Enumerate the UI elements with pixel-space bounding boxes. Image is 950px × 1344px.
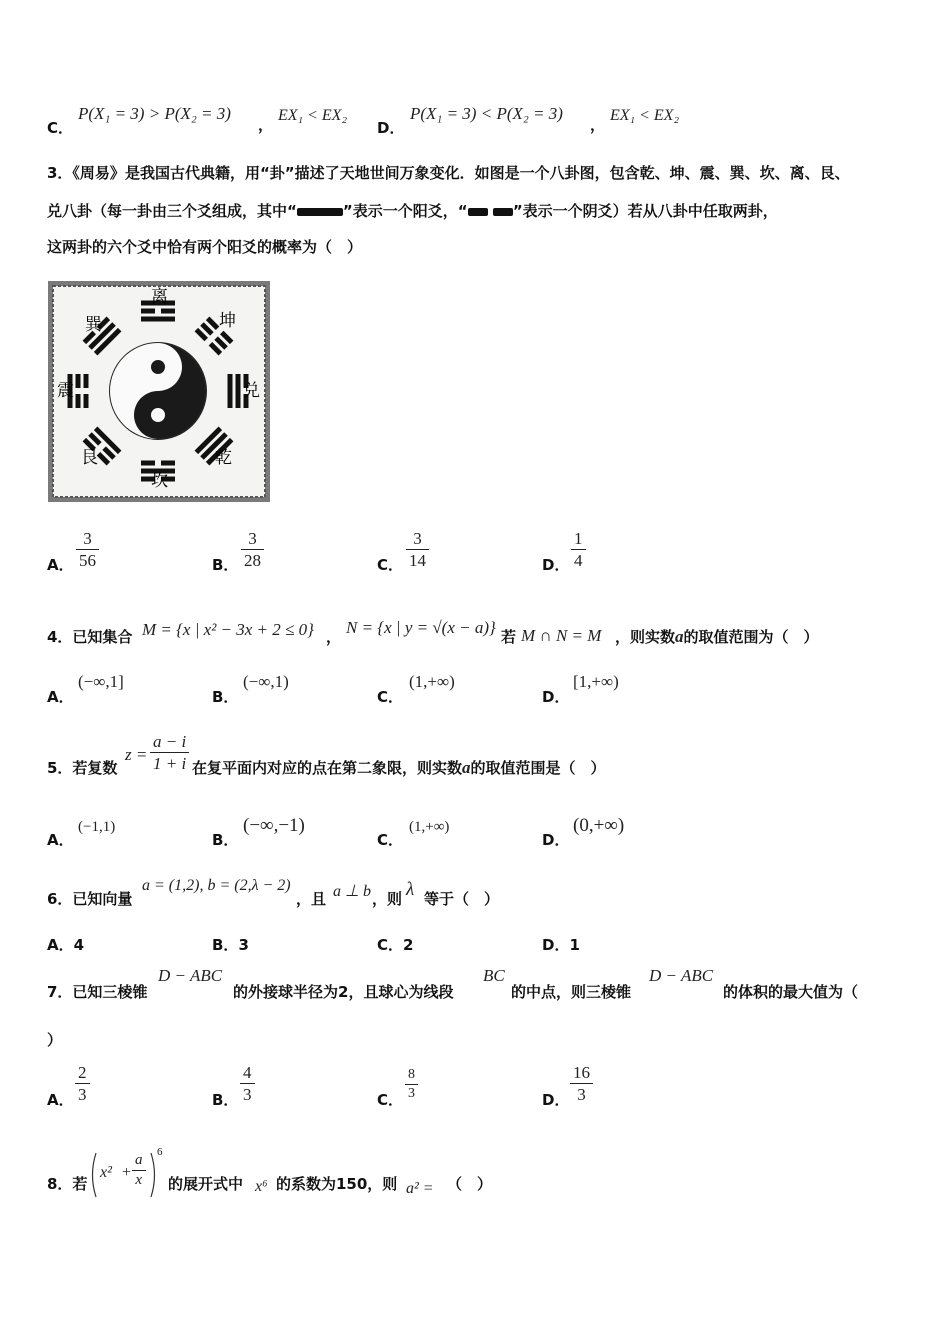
option-value: (−∞,1)	[243, 672, 289, 691]
option-value: (−∞,−1)	[243, 815, 305, 836]
option-label: D．	[542, 688, 570, 706]
option-label: D．	[377, 119, 405, 137]
trigram-label: 艮	[81, 448, 98, 468]
punctuation: ，	[590, 116, 606, 134]
fraction: 8 3	[405, 1066, 418, 1103]
option-label: A．	[47, 831, 74, 849]
option-value: (−1,1)	[78, 819, 116, 835]
fraction: 3 56	[76, 529, 99, 572]
option-value: (0,+∞)	[573, 815, 625, 836]
option-label: B．	[212, 688, 239, 706]
fraction: 1 4	[571, 529, 586, 572]
math-expression: BC	[483, 966, 505, 985]
question-text: ，则实数a的取值范围为（ ）	[615, 627, 819, 646]
trigram-label: 震	[57, 381, 74, 401]
bagua-figure	[47, 280, 271, 503]
option-label: C．	[47, 119, 74, 137]
option-value: (1,+∞)	[409, 672, 455, 691]
math-expression: D − ABC	[158, 966, 223, 985]
option-label: D．	[542, 556, 570, 574]
fraction: a x	[132, 1151, 146, 1190]
option-label: C．	[377, 556, 404, 574]
question-text: 3．《周易》是我国古代典籍，用“卦”描述了天地世间万象变化．如图是一个八卦图，包含乾、坤、震、巽、坎、离、艮、	[47, 164, 850, 182]
math-expression: EX₁ < EX₂	[610, 107, 680, 124]
option-label: B．	[212, 556, 239, 574]
question-text: 4．已知集合	[47, 628, 133, 646]
option-label: A．	[47, 1091, 74, 1109]
option-label: C．	[377, 1091, 404, 1109]
option-label: C．2	[377, 936, 414, 954]
punctuation: ，	[258, 116, 274, 134]
yang-line-icon	[297, 208, 343, 216]
math-expression: P(X₁ = 3) < P(X₂ = 3)	[410, 104, 563, 123]
math-expression: M ∩ N = M	[521, 626, 602, 645]
option-value: (1,+∞)	[409, 819, 450, 835]
fraction: 3 14	[406, 529, 429, 572]
option-label: A．	[47, 688, 74, 706]
option-label: C．	[377, 831, 404, 849]
trigram-label: 兑	[243, 381, 260, 401]
math-term: a² =	[406, 1180, 434, 1197]
math-expression: P(X₁ = 3) > P(X₂ = 3)	[78, 104, 231, 123]
exponent: 6	[157, 1146, 163, 1158]
fraction: a − i 1 + i	[150, 732, 189, 775]
bagua-diagram	[47, 280, 271, 503]
binomial-expression	[88, 1150, 160, 1200]
trigram-label: 离	[151, 287, 168, 307]
fraction: 4 3	[240, 1063, 255, 1106]
option-label: B．	[212, 831, 239, 849]
fraction: 3 28	[241, 529, 264, 572]
question-text: 6．已知向量	[47, 890, 133, 908]
question-text: ，则	[372, 890, 403, 908]
math-expression: a ⊥ b	[333, 883, 371, 900]
trigram-label: 巽	[85, 315, 102, 335]
option-label: D．	[542, 1091, 570, 1109]
option-label: D．1	[542, 936, 580, 954]
question-text: ，且	[296, 890, 327, 908]
math-expression: M = {x | x² − 3x + 2 ≤ 0}	[142, 620, 314, 639]
fraction: 16 3	[570, 1063, 593, 1106]
math-expression: N = {x | y = √(x − a)}	[346, 618, 496, 637]
option-label: A．	[47, 556, 74, 574]
option-label: B．3	[212, 936, 249, 954]
option-label: D．	[542, 831, 570, 849]
math-expression: z =	[125, 745, 148, 764]
trigram-label: 坎	[151, 471, 168, 491]
question-text: 的展开式中	[168, 1175, 244, 1193]
math-expression: EX₁ < EX₂	[278, 107, 348, 124]
question-text: 这两卦的六个爻中恰有两个阳爻的概率为（ ）	[47, 238, 363, 256]
question-text: 5．若复数	[47, 759, 118, 777]
fraction: 2 3	[75, 1063, 90, 1106]
question-text: （ ）	[447, 1175, 493, 1193]
question-text: 7．已知三棱锥	[47, 983, 148, 1001]
math-term: x²	[100, 1164, 112, 1181]
option-label: C．	[377, 688, 404, 706]
trigram-label: 乾	[215, 448, 232, 468]
punctuation: ，	[326, 628, 342, 646]
question-text: 等于（ ）	[424, 890, 500, 908]
yin-line-icon	[468, 202, 513, 220]
math-term: x⁶	[255, 1178, 268, 1195]
question-text: ）	[47, 1031, 63, 1049]
question-text: 的系数为150，则	[276, 1175, 398, 1193]
question-text: 的外接球半径为2，且球心为线段	[233, 983, 454, 1001]
option-value: (−∞,1]	[78, 672, 124, 691]
trigram-label: 坤	[219, 311, 236, 331]
math-expression: D − ABC	[649, 966, 714, 985]
math-operator: +	[122, 1164, 132, 1181]
question-text: 的中点，则三棱锥	[511, 983, 632, 1001]
math-expression: a = (1,2), b = (2,λ − 2)	[142, 877, 291, 894]
question-text: 的体积的最大值为（	[723, 983, 859, 1001]
option-value: [1,+∞)	[573, 672, 619, 691]
option-label: A．4	[47, 936, 85, 954]
question-text: 若	[501, 628, 517, 646]
question-text: 8．若	[47, 1175, 88, 1193]
question-text: 在复平面内对应的点在第二象限，则实数a的取值范围是（ ）	[192, 758, 606, 777]
math-expression: λ	[406, 879, 415, 900]
question-text: 兑八卦（每一卦由三个爻组成，其中“ ”表示一个阳爻，“ ”表示一个阴爻）若从八卦中任取两卦，	[47, 202, 778, 220]
option-label: B．	[212, 1091, 239, 1109]
